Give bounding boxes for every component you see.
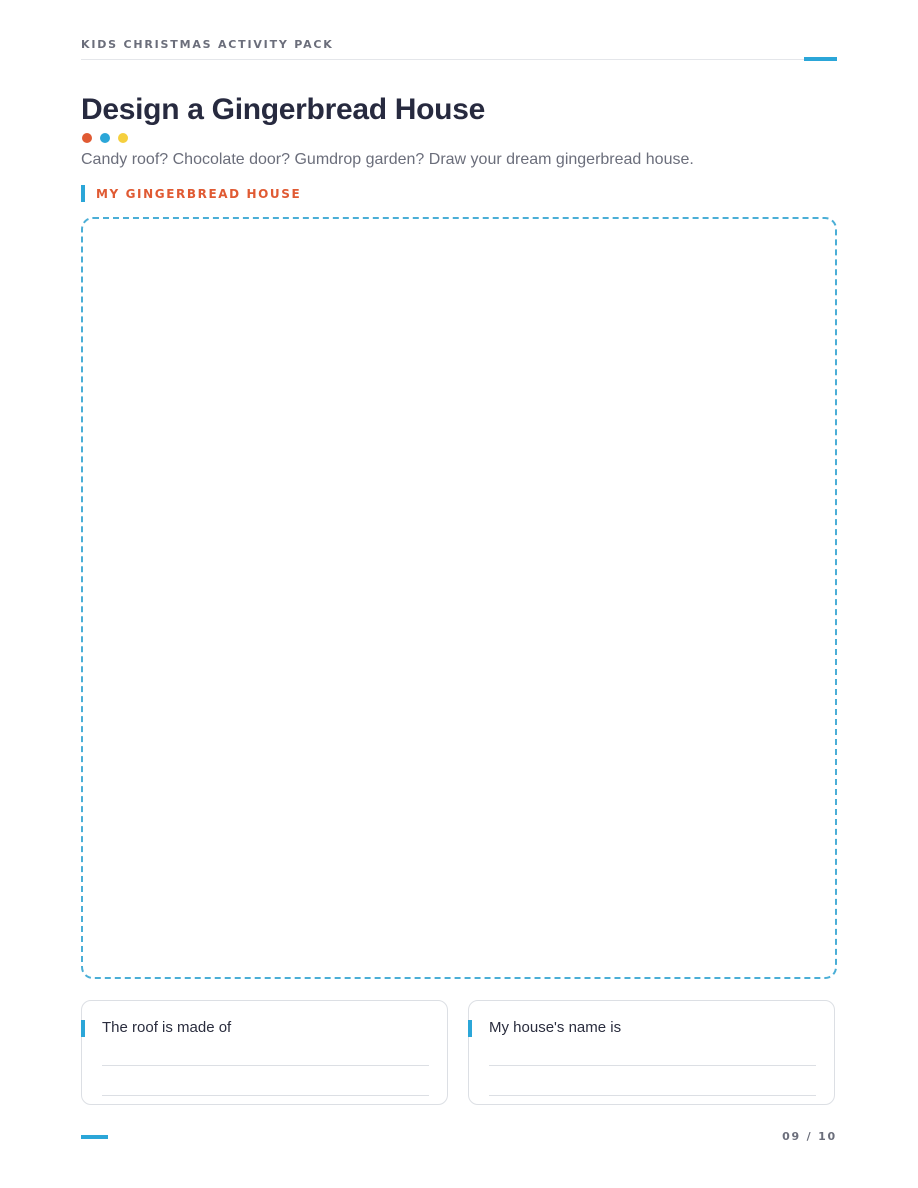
roof-prompt-label: The roof is made of xyxy=(102,1019,232,1036)
blue-dot-icon xyxy=(100,133,110,143)
header-divider xyxy=(81,59,837,60)
house-name-prompt-card xyxy=(468,1000,835,1105)
red-dot-icon xyxy=(82,133,92,143)
card-accent-bar xyxy=(81,1020,85,1037)
yellow-dot-icon xyxy=(118,133,128,143)
pack-title: KIDS CHRISTMAS ACTIVITY PACK xyxy=(81,38,334,51)
section-heading xyxy=(81,185,301,202)
page-number: 09 / 10 xyxy=(782,1130,837,1143)
card-accent-bar xyxy=(468,1020,472,1037)
decorative-dots xyxy=(82,133,128,143)
section-heading-text: MY GINGERBREAD HOUSE xyxy=(96,186,302,201)
writing-line[interactable] xyxy=(489,1095,816,1096)
writing-line[interactable] xyxy=(102,1065,429,1066)
drawing-area[interactable] xyxy=(81,217,837,979)
header-accent-bar xyxy=(804,57,837,61)
house-name-prompt-label: My house's name is xyxy=(489,1019,622,1036)
footer-accent-bar xyxy=(81,1135,108,1139)
writing-line[interactable] xyxy=(102,1095,429,1096)
roof-prompt-card xyxy=(81,1000,448,1105)
writing-line[interactable] xyxy=(489,1065,816,1066)
page-subtitle: Candy roof? Chocolate door? Gumdrop garden? Draw your dream gingerbread house. xyxy=(81,151,694,168)
page-header xyxy=(81,38,837,51)
section-accent-bar xyxy=(81,185,85,202)
page-title: Design a Gingerbread House xyxy=(81,93,485,126)
